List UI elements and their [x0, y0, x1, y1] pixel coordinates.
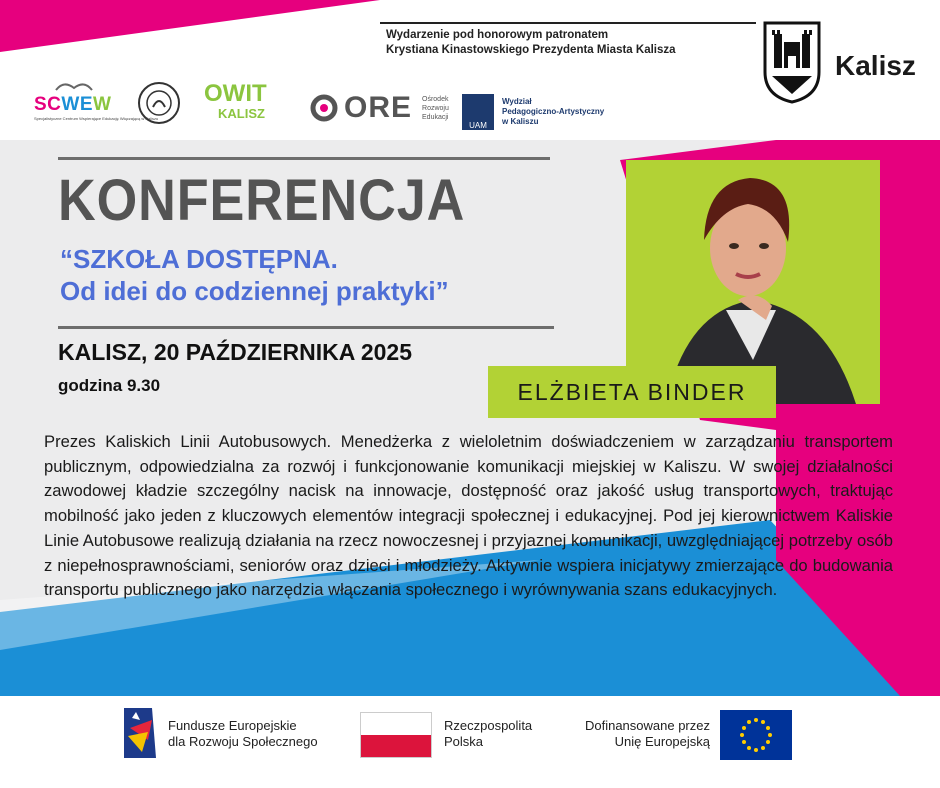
eu-flag-icon: [720, 710, 792, 760]
poland-text: Rzeczpospolita Polska: [444, 718, 533, 749]
speaker-name-box: [488, 366, 776, 418]
event-date: KALISZ, 20 PAŹDZIERNIKA 2025: [58, 339, 413, 365]
european-funds-text: Fundusze Europejskie dla Rozwoju Społecznego: [168, 718, 318, 749]
eu-funding-text: Dofinansowane przez Unię Europejską: [584, 718, 710, 749]
uam-emblem: UAM: [462, 94, 494, 130]
european-funds-icon: [122, 706, 158, 758]
owit-logo-subtext: KALISZ: [218, 106, 265, 121]
speaker-name: ELŻBIETA BINDER: [517, 378, 747, 405]
patronage-line-1: Wydarzenie pod honorowym patronatem: [386, 29, 609, 41]
owit-logo-text: OWIT: [204, 80, 267, 107]
scwew-logo: SCWEW Specjalistyczne Centrum Wspierające Edukację Włączającą w Kaliszu: [34, 80, 158, 128]
ore-logo: ORE Ośrodek Rozwoju Edukacji: [310, 84, 449, 132]
event-subtitle-line-2: Od idei do codziennej praktyki”: [60, 276, 449, 306]
scwew-subtext: Specjalistyczne Centrum Wspierające Edukację Włączającą w Kaliszu: [34, 116, 159, 121]
title-bottom-rule: [58, 326, 554, 329]
event-title: KONFERENCJA: [58, 168, 466, 233]
poland-flag-icon: [360, 712, 432, 758]
ore-logo-text: ORE: [344, 91, 413, 124]
title-top-rule: [58, 157, 550, 160]
event-hour: godzina 9.30: [58, 376, 161, 395]
speaker-bio: Prezes Kaliskich Linii Autobusowych. Menedżerka z wieloletnim doświadczeniem w zarządzaniu transportem publicznym, odpowiedzialna za rozwój i funkcjonowanie komunikacji miejskiej w Kaliszu. W swojej działalności zawodowej kładzie szczególny nacisk na innowacje, dostępność oraz jakość usług transportowych, traktując mobilność jako jeden z kluczowych elementów integracji społecznej i edukacyjnej. Pod jej kierownictwem Kaliskie Linie Autobusowe realizują działania na rzecz nowoczesnej i przyjaznej komunikacji, uwzględniającej potrzeby osób z niepełnosprawnościami, seniorów oraz dzieci i młodzieży. Aktywnie wspiera inicjatywy zmierzające do budowania transportu publicznego jako narzędzia włączania społecznego i wyrównywania szans edukacyjnych.: [44, 432, 893, 600]
event-subtitle-line-1: “SZKOŁA DOSTĘPNA.: [60, 244, 338, 274]
kalisz-logo-text: Kalisz: [835, 50, 916, 81]
patronage-line-2: Krystiana Kinastowskiego Prezydenta Miasta Kalisza: [386, 44, 676, 56]
uam-logo: UAM Wydział Pedagogiczno-Artystyczny w Kaliszu: [462, 88, 604, 136]
